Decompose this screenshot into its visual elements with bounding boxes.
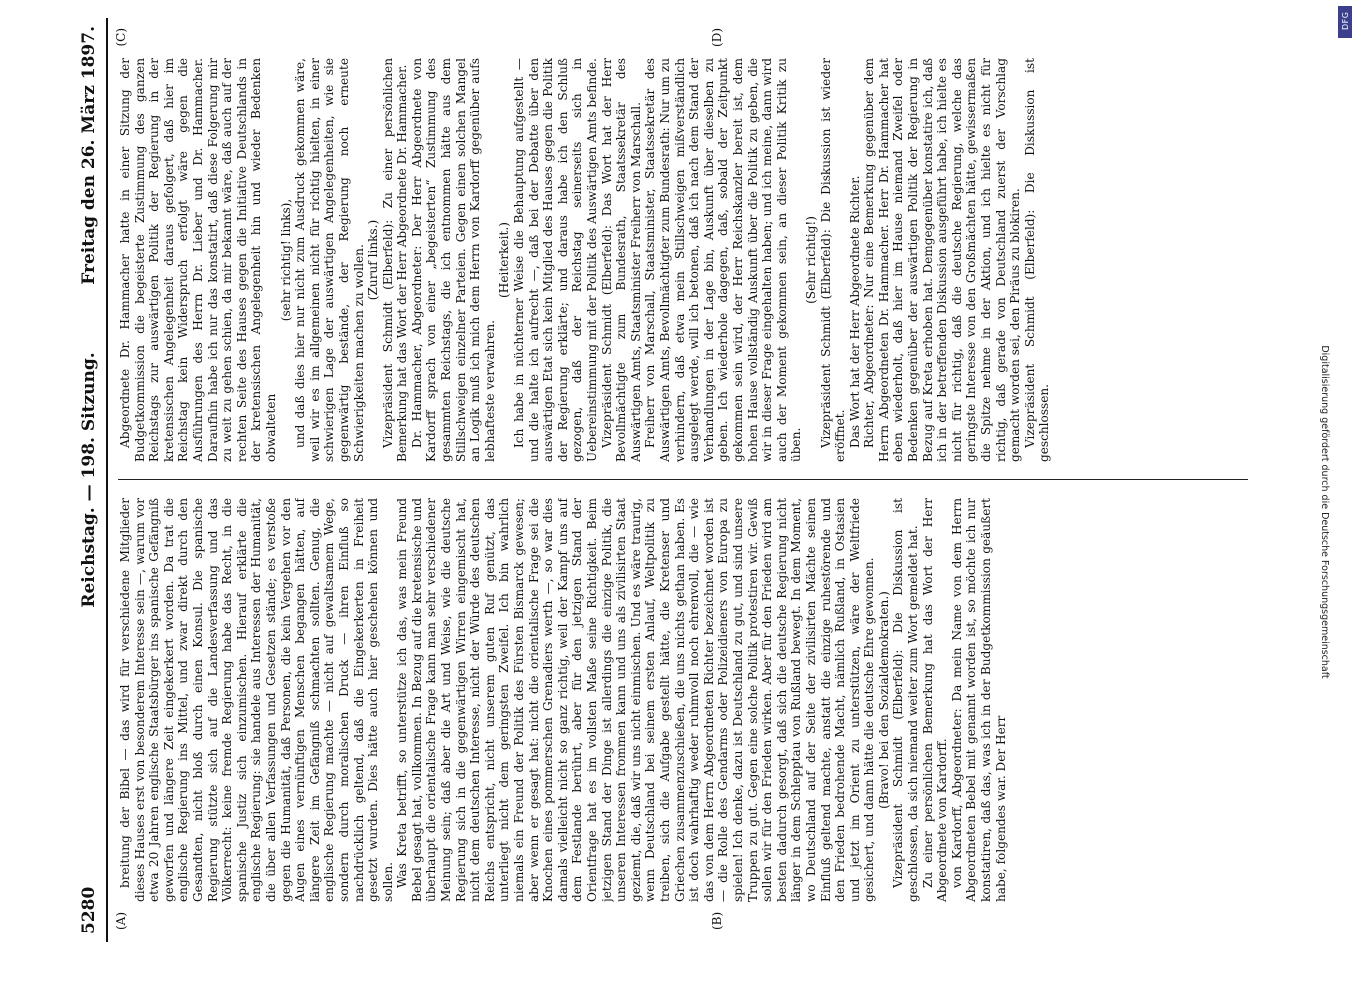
right-column — [118, 58, 1253, 462]
interjection: (Sehr richtig!) — [803, 216, 818, 304]
paragraph: Freiherr von Marschall, Staatsminister, Staatssekretär des Auswärtigen Amts, Bevollmächtigter zum Bundesrath: Nur um zu verhindern, daß etwa mein Stillschweigen mißverständlich ausgelegt werde, will ich betonen, daß ich nach dem Stand der Verhandlungen in der Lage bin, Auskunft über dieselben zu geben. Ich wiederhole dagegen, daß, sobald der Zeitpunkt gekommen sein wird, der Herr Reichskanzler bereit ist, dem hohen Hause vollständig Auskunft über die Politik zu geben, die wir in dieser Frage eingehalten haben; und ich meine, dann wird auch der Moment gekommen sein, an dieser Politik Kritik zu üben. — [643, 58, 804, 462]
paragraph: von Kardorff, Abgeordneter: Da mein Name von dem Herrn Abgeordneten Bebel mit genannt worden ist, so möchte ich nur konstatiren, daß das, was ich in der Budgetkommission geäußert habe, folgendes war. Der Herr — [949, 498, 1008, 902]
paragraph: Zu einer persönlichen Bemerkung hat das Wort der Herr Abgeordnete von Kardorff. — [920, 498, 950, 902]
paragraph: Vizepräsident Schmidt (Elberfeld): Zu einer persönlichen Bemerkung hat das Wort der Herr Abgeordnete Dr. Hammacher. — [380, 58, 410, 462]
paragraph: Was Kreta betrifft, so unterstütze ich das, was mein Freund Bebel gesagt hat, vollkommen. In Bezug auf die kretensische und überhaupt die orientalische Frage kann man sehr verschiedener Meinung sein; daß aber die Art und Weise, wie die deutsche Regierung sich in die gegenwärtigen Wirren eingemischt hat, nicht dem deutschen Interesse, nicht der Würde des deutschen Reichs entspricht, nicht unserem guten Ruf genützt, das unterliegt nicht dem geringsten Zweifel. Ich bin wahrlich niemals ein Freund der Politik des Fürsten Bismarck gewesen; aber wenn er gesagt hat: nicht die orientalische Frage sei die Knochen eines pommerschen Grenadiers werth —, so war dies damals vielleicht nicht so ganz richtig, weil der Kampf uns auf dem Festlande berührt, aber für den jetzigen Stand der Orientfrage hat es im vollsten Maße seine Richtigkeit. Beim jetzigen Stand der Dinge ist allerdings die einzige Politik, die unseren Interessen frommen kann und uns als zivilisirten Staat geziemt, die, daß wir uns nicht einmischen. Und es wäre traurig, wenn Deutschland bei seinem ersten Anlauf, Weltpolitik zu treiben, sich die Aufgabe gestellt hätte, die Kretenser und Griechen zusammenzuschießen, die uns nichts gethan haben. Es ist doch wahrhaftig weder ruhmvoll noch ehrenvoll, die — wie das von dem Herrn Abgeordneten Richter bezeichnet worden ist — die Rolle des Gendarms oder Polizeidieners von Europa zu spielen! Ich denke, dazu ist Deutschland zu gut, und sind unsere Truppen zu gut. Gegen eine solche Politik protestiren wir. Gewiß sollen wir für den Frieden wirken. Aber für den Frieden wird am besten dadurch gesorgt, daß sich die deutsche Regierung nicht länger in dem Schlepptau von Rußland bewegt. In dem Moment, wo Deutschland auf der Seite der zivilisirten Mächte seinen Einfluß geltend machte, anstatt die einzige ruhestörende und den Frieden bedrohende Macht, nämlich Rußland, in Ostasien und jetzt im Orient zu unterstützen, wäre der Weltfriede gesichert, und dann hätte die deutsche Ehre gewonnen. — [395, 498, 877, 902]
column-divider — [118, 479, 1248, 480]
paragraph: Vizepräsident Schmidt (Elberfeld): Die Diskussion ist geschlossen. — [1022, 58, 1052, 462]
paragraph: Vizepräsident Schmidt (Elberfeld): Das Wort hat der Herr Bevollmächtigte zum Bundesrath, Staatssekretär des Auswärtigen Amts, Staatsminister Freiherr von Marschall. — [599, 58, 643, 462]
page-number: 5280 — [79, 886, 99, 934]
left-column — [118, 498, 1253, 902]
margin-marker-a: (A) — [114, 911, 128, 930]
session-title: Reichstag. — 198. Sitzung. — [79, 352, 99, 608]
margin-marker-b: (B) — [710, 911, 724, 930]
margin-marker-c: (C) — [114, 28, 128, 47]
paragraph: breitung der Bibel — das wird für verschiedene Mitglieder dieses Hauses erst von besonderem Interesse sein —, warum vor etwa 20 Jahren englische Staatsbürger ins spanische Gefängniß geworfen und längere Zeit eingekerkert worden. Da trat die englische Regierung ins Mittel, und zwar direkt durch den Gesandten, nicht bloß durch einen Konsul. Die spanische Regierung stützte sich auf die Landesverfassung und das Völkerrecht: keine fremde Regierung habe das Recht, in die spanische Justiz sich einzumischen. Hierauf erklärte die englische Regierung: sie handele aus Interessen der Humanität, die über allen Verfassungen und Gesetzen stände; es verstoße gegen die Humanität, daß Personen, die kein Vergehen vor den Augen eines vernünftigen Menschen begangen hätten, auf längere Zeit im Gefängniß schmachten sollten. Genug, die englische Regierung machte — nicht auf gewaltsamem Wege, sondern durch moralischen Druck — ihren Einfluß so nachdrücklich geltend, daß die Eingekerkerten in Freiheit gesetzt wurden. Dies hätte auch hier geschehen können und sollen. — [118, 498, 395, 902]
header-rule — [106, 18, 108, 942]
digitization-credit: Digitalisierung gefördert durch die Deutsche Forschungsgemeinschaft — [1319, 345, 1330, 679]
paragraph: Ich habe in nüchterner Weise die Behauptung aufgestellt — und die halte ich aufrecht —, daß bei der Debatte über den auswärtigen Etat sich kein Mitglied des Hauses gegen die Politik der Regierung erklärte; und daraus habe ich den Schluß gezogen, daß der Reichstag seinerseits sich in Uebereinstimmung mit der Politik des Auswärtigen Amts befinde. — [512, 58, 599, 462]
interjection: (Bravo! bei den Sozialdemokraten.) — [876, 591, 891, 809]
rotated-page — [70, 10, 1270, 950]
margin-marker-d: (D) — [710, 28, 724, 47]
paragraph: Abgeordnete Dr. Hammacher hatte in einer Sitzung der Budgetkommission die begeisterte Zustimmung des ganzen Reichstags zur auswärtigen Politik der Regierung in der kretensischen Angelegenheit daraus gefolgert, daß hier im Reichstag kein Widerspruch erfolgt wäre gegen die Ausführungen des Herrn Dr. Lieber und Dr. Hammacher. Daraufhin habe ich nur das konstatirt, daß diese Folgerung mir zu weit zu gehen schien, da mir bekannt wäre, daß auch auf der rechten Seite des Hauses gegen die Initiative Deutschlands in der kretensischen Angelegenheit hin und wieder Bedenken obwalteten — [118, 58, 278, 462]
paragraph: Richter, Abgeordneter: Nur eine Bemerkung gegenüber dem Herrn Abgeordneten Dr. Hammacher. Herr Dr. Hammacher hat eben wiederholt, daß hier im Hause niemand Zweifel oder Bedenken gegenüber der auswärtigen Politik der Regierung in Bezug auf Kreta erhoben hat. Demgegenüber konstatire ich, daß ich in der betreffenden Diskussion ausgeführt habe, ich hielte es nicht für richtig, daß die deutsche Regierung, welche das geringste Interesse von den Großmächten hätte, gewissermaßen die Spitze nehme in der Aktion, und ich hielte es nicht für richtig, daß gerade von Deutschland zuerst der Vorschlag gemacht worden sei, den Piräus zu blokiren. — [862, 58, 1023, 462]
paragraph: und daß dies hier nur nicht zum Ausdruck gekommen wäre, weil wir es im allgemeinen nicht für richtig hielten, in einer schwierigen Lage der auswärtigen Angelegenheiten, wie sie gegenwärtig bestände, der Regierung noch erneute Schwierigkeiten machen zu wollen. — [293, 58, 366, 462]
interjection: (sehr richtig! links), — [278, 198, 293, 322]
paragraph: Das Wort hat der Herr Abgeordnete Richter. — [847, 175, 862, 448]
paragraph: Vizepräsident Schmidt (Elberfeld): Die Diskussion ist wieder eröffnet. — [818, 58, 848, 462]
dfg-logo-text: DFG — [1341, 11, 1350, 30]
paragraph: Vizepräsident Schmidt (Elberfeld): Die Diskussion ist geschlossen, da sich niemand weiter zum Wort gemeldet hat. — [891, 498, 921, 902]
dfg-logo — [1338, 6, 1352, 38]
paragraph: Dr. Hammacher, Abgeordneter: Der Herr Abgeordnete von Kardorff sprach von einer „begeisterten“ Zustimmung des gesammten Reichstags, die ich entnommen hätte aus dem Stillschweigen einzelner Parteien. Gegen einen solchen Mangel an Logik muß ich mich dem Herrn von Kardorff gegenüber aufs lebhafteste verwahren. — [409, 58, 497, 462]
interjection: (Heiterkeit.) — [497, 222, 512, 298]
session-date: Freitag den 26. März 1897. — [79, 26, 99, 285]
interjection: (Zuruf links.) — [366, 219, 381, 301]
